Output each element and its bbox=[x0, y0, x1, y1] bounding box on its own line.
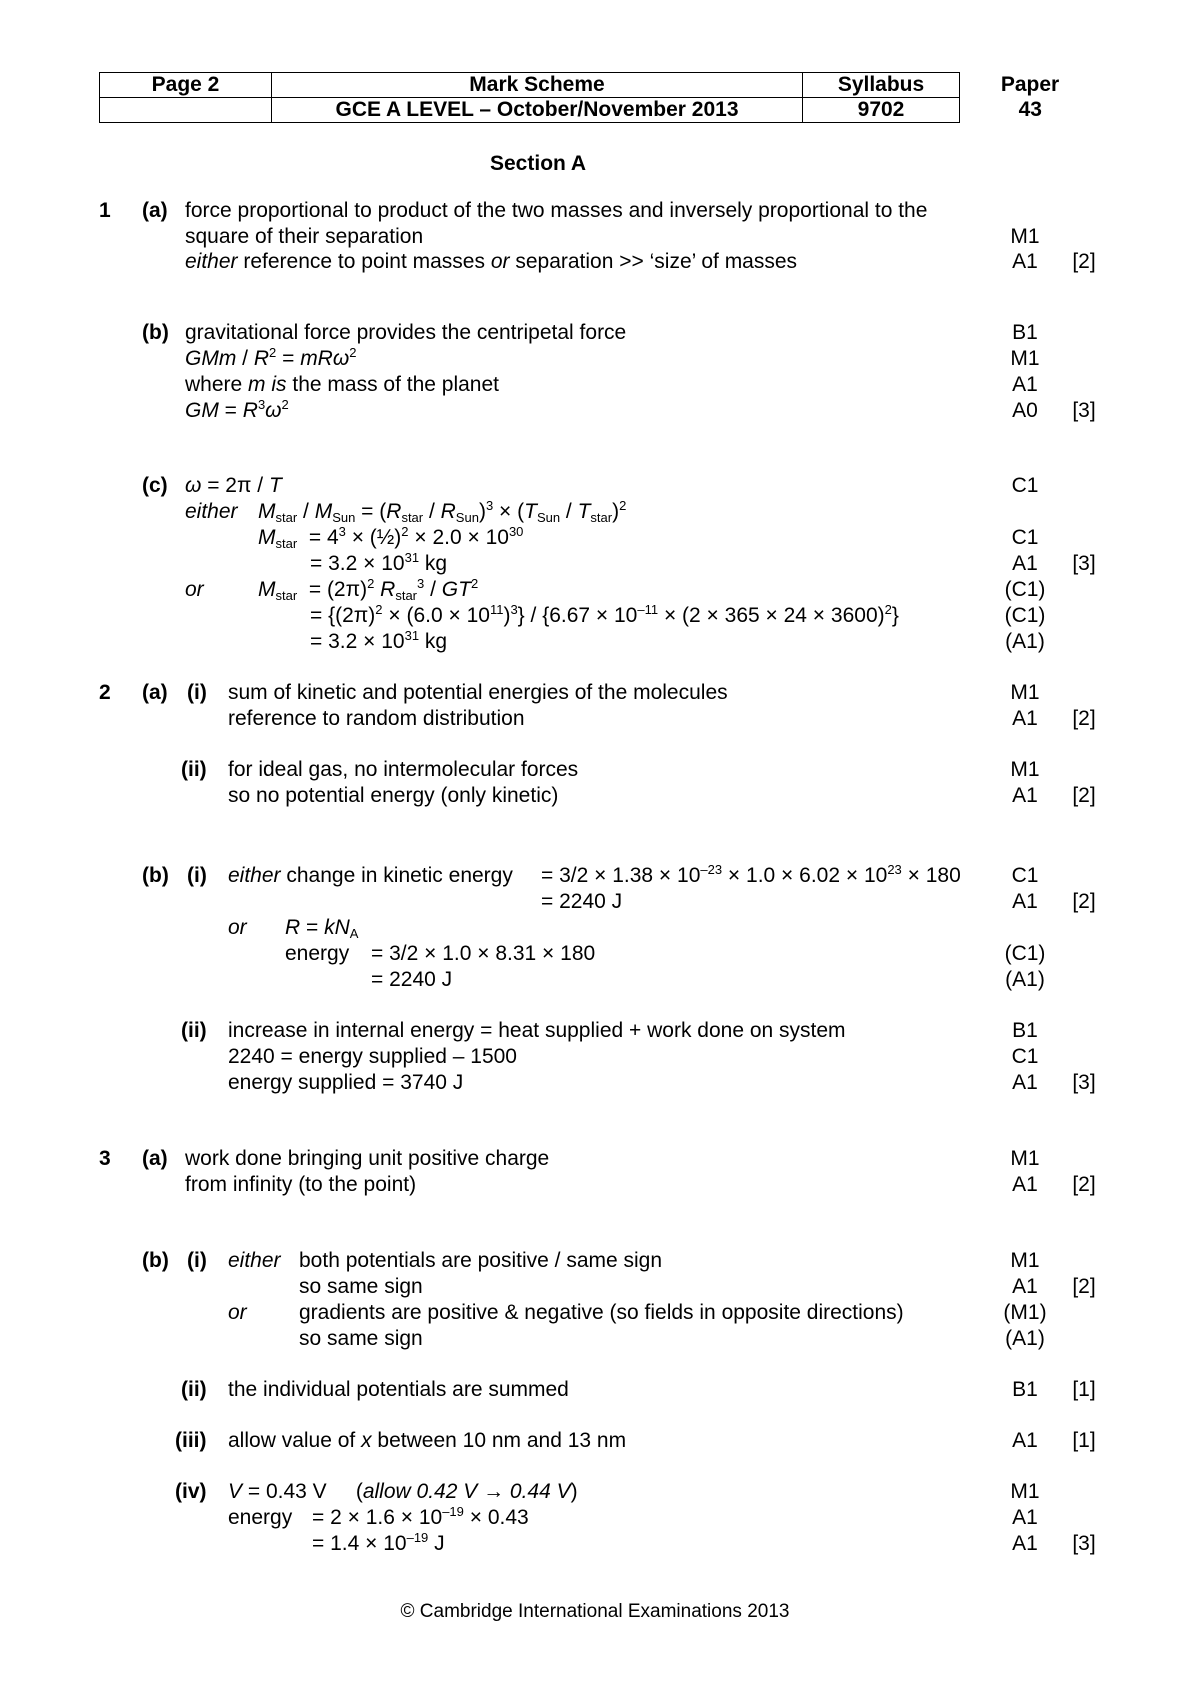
q3biv-mark: A1 bbox=[1012, 1506, 1038, 1529]
q3bi-total: [2] bbox=[1072, 1275, 1096, 1298]
q3biv-voltage: V = 0.43 V (allow 0.42 V → 0.44 V) bbox=[228, 1480, 578, 1503]
q3bi-line4: so same sign bbox=[299, 1327, 423, 1350]
q1a-line2: square of their separation bbox=[185, 225, 424, 248]
q2bi-r-eq: $R = kN_A$ bbox=[285, 916, 359, 941]
header-page: Page 2 bbox=[100, 73, 272, 98]
header-doc-title: Mark Scheme bbox=[272, 73, 803, 98]
q3bii-total: [1] bbox=[1072, 1378, 1096, 1401]
q1c-total: [3] bbox=[1072, 552, 1096, 575]
q1b-label: (b) bbox=[142, 321, 169, 344]
q1a-total: [2] bbox=[1072, 250, 1096, 273]
q2bi-mark: (A1) bbox=[1005, 968, 1045, 991]
q2bi-result2: = 2240 J bbox=[371, 968, 453, 991]
q1c-omega-eq: ω = 2π / T bbox=[185, 474, 282, 497]
q2bii-total: [3] bbox=[1072, 1071, 1096, 1094]
q3bi-mark: (A1) bbox=[1005, 1327, 1045, 1350]
q2a-label: (a) bbox=[142, 681, 168, 704]
q3a-mark: M1 bbox=[1010, 1147, 1040, 1170]
q1b-total: [3] bbox=[1072, 399, 1096, 422]
q2ai-line1: sum of kinetic and potential energies of the molecules bbox=[228, 681, 728, 704]
section-title: Section A bbox=[490, 152, 587, 175]
q1b-mark: B1 bbox=[1012, 321, 1038, 344]
q1c-alt-calc: = $\{(2\pi)^2 \times (6.0 \times 10^{11})^3\} / \{6.67 \times 10^{-11} \times (2 \times 365 \times 24 \times 3600)^2\}$ bbox=[310, 602, 899, 627]
q2bi-line1: either change in kinetic energy bbox=[228, 864, 513, 887]
q2bii-mark: A1 bbox=[1012, 1071, 1038, 1094]
q3bi-mark: (M1) bbox=[1003, 1301, 1047, 1324]
q1b-line3: where m is the mass of the planet bbox=[185, 373, 499, 396]
q2bii-line3: energy supplied = 3740 J bbox=[228, 1071, 464, 1094]
q1c-mark: C1 bbox=[1011, 474, 1039, 497]
q3biii-label: (iii) bbox=[175, 1429, 207, 1452]
q2bii-mark: B1 bbox=[1012, 1019, 1038, 1042]
q1a-line1: force proportional to product of the two masses and inversely proportional to the bbox=[185, 199, 928, 222]
footer-copyright: © Cambridge International Examinations 2013 bbox=[400, 1601, 790, 1622]
header-syllabus-label: Syllabus bbox=[803, 73, 960, 98]
q3a-line1: work done bringing unit positive charge bbox=[185, 1147, 550, 1170]
q2aii-total: [2] bbox=[1072, 784, 1096, 807]
q3biv-energy-label: energy bbox=[228, 1506, 293, 1529]
q3biv-calc: = $2 \times 1.6 \times 10^{-19} \times 0.43$ bbox=[312, 1504, 529, 1529]
q3biii-mark: A1 bbox=[1012, 1429, 1038, 1452]
q3a-label: (a) bbox=[142, 1147, 168, 1170]
q2aii-line2: so no potential energy (only kinetic) bbox=[228, 784, 559, 807]
q3bi-line1: both potentials are positive / same sign bbox=[299, 1249, 663, 1272]
q2ai-total: [2] bbox=[1072, 707, 1096, 730]
q1c-mark: A1 bbox=[1012, 552, 1038, 575]
q1c-alt-eq: $M_{star} = (2\pi)^2$ $R_{star}^3 / GT^2$ bbox=[258, 576, 479, 603]
q3bii-line: the individual potentials are summed bbox=[228, 1378, 569, 1401]
q3bii-mark: B1 bbox=[1012, 1378, 1038, 1401]
q3a-total: [2] bbox=[1072, 1173, 1096, 1196]
q3biv-result: = $1.4 \times 10^{-19}$ J bbox=[312, 1530, 445, 1555]
q1c-label: (c) bbox=[142, 474, 168, 497]
q3bi-label: (i) bbox=[187, 1249, 207, 1272]
q3bi-or: or bbox=[228, 1301, 247, 1324]
q2bi-calc2: = 3/2 × 1.0 × 8.31 × 180 bbox=[371, 942, 596, 965]
q1c-mark: (C1) bbox=[1004, 604, 1046, 627]
q2bi-total: [2] bbox=[1072, 890, 1096, 913]
q2bi-mark: A1 bbox=[1012, 890, 1038, 913]
q2aii-mark: M1 bbox=[1010, 758, 1040, 781]
q1b-mark: A0 bbox=[1012, 399, 1038, 422]
q2bii-mark: C1 bbox=[1011, 1045, 1039, 1068]
q2bii-label: (ii) bbox=[181, 1019, 207, 1042]
q3bi-line2: so same sign bbox=[299, 1275, 423, 1298]
q1b-mark: M1 bbox=[1010, 347, 1040, 370]
q2aii-line1: for ideal gas, no intermolecular forces bbox=[228, 758, 579, 781]
q1b-equation2: GM = $R^3\omega^2$ bbox=[185, 397, 289, 422]
q1c-result: = $3.2 \times 10^{31}$ kg bbox=[310, 550, 448, 575]
q2bii-line2: 2240 = energy supplied – 1500 bbox=[228, 1045, 517, 1068]
q1c-mark: (A1) bbox=[1005, 630, 1045, 653]
q3bi-mark: A1 bbox=[1012, 1275, 1038, 1298]
q2bi-result: = 2240 J bbox=[541, 890, 623, 913]
q2aii-mark: A1 bbox=[1012, 784, 1038, 807]
q3biv-mark: M1 bbox=[1010, 1480, 1040, 1503]
q1b-line1: gravitational force provides the centripetal force bbox=[185, 321, 627, 344]
q1c-ratio-eq: $M_{star} / M_{Sun} = (R_{star} / R_{Sun})^3 \times (T_{Sun} / T_{star})^2$ bbox=[258, 498, 627, 525]
q1b-mark: A1 bbox=[1012, 373, 1038, 396]
header-syllabus-code: 9702 bbox=[803, 98, 960, 123]
q2bi-energy-label: energy bbox=[285, 942, 350, 965]
q2-number: 2 bbox=[99, 681, 111, 704]
q3-number: 3 bbox=[99, 1147, 111, 1170]
header-table bbox=[99, 72, 1101, 123]
q2bi-calc: = $3/2 \times 1.38 \times 10^{-23} \times 1.0 \times 6.02 \times 10^{23} \times 180$ bbox=[541, 862, 961, 887]
q3bi-line3: gradients are positive & negative (so fields in opposite directions) bbox=[299, 1301, 904, 1324]
q1a-mark: A1 bbox=[1012, 250, 1038, 273]
q2aii-label: (ii) bbox=[181, 758, 207, 781]
header-paper-no: 43 bbox=[1018, 98, 1042, 121]
q1c-either: either bbox=[185, 500, 238, 523]
q2ai-label: (i) bbox=[187, 681, 207, 704]
q3bi-either: either bbox=[228, 1249, 281, 1272]
q1c-alt-result: = $3.2 \times 10^{31}$ kg bbox=[310, 628, 448, 653]
q2ai-line2: reference to random distribution bbox=[228, 707, 525, 730]
q3bii-label: (ii) bbox=[181, 1378, 207, 1401]
q3a-line2: from infinity (to the point) bbox=[185, 1173, 417, 1196]
q3b-label: (b) bbox=[142, 1249, 169, 1272]
q3biii-line: allow value of x between 10 nm and 13 nm bbox=[228, 1429, 627, 1452]
q2b-label: (b) bbox=[142, 864, 169, 887]
q1c-mark: (C1) bbox=[1004, 578, 1046, 601]
q1c-mark: C1 bbox=[1011, 526, 1039, 549]
q2bii-line1: increase in internal energy = heat supplied + work done on system bbox=[228, 1019, 846, 1042]
q2bi-mark: C1 bbox=[1011, 864, 1039, 887]
q1a-line3: either reference to point masses or separation >> ‘size’ of masses bbox=[185, 250, 798, 273]
q1a-label: (a) bbox=[142, 199, 168, 222]
q2bi-label: (i) bbox=[187, 864, 207, 887]
q1b-equation1: GMm / $R^2 = mR\omega^2$ bbox=[185, 345, 357, 370]
q3biv-label: (iv) bbox=[175, 1480, 207, 1503]
q1c-or: or bbox=[185, 578, 204, 601]
header-empty-cell bbox=[100, 98, 272, 123]
q1-number: 1 bbox=[99, 199, 111, 222]
q2bi-mark: (C1) bbox=[1004, 942, 1046, 965]
q3biv-total: [3] bbox=[1072, 1532, 1096, 1555]
q3bi-mark: M1 bbox=[1010, 1249, 1040, 1272]
q2ai-mark: M1 bbox=[1010, 681, 1040, 704]
q3biii-total: [1] bbox=[1072, 1429, 1096, 1452]
q3biv-mark: A1 bbox=[1012, 1532, 1038, 1555]
q1c-mstar-calc: $M_{star} = 4^3$ × (½)$^2$ × $2.0 \times 10^{30}$ bbox=[258, 524, 524, 551]
q3a-mark: A1 bbox=[1012, 1173, 1038, 1196]
header-exam: GCE A LEVEL – October/November 2013 bbox=[272, 98, 803, 123]
q1a-mark: M1 bbox=[1010, 225, 1040, 248]
q2ai-mark: A1 bbox=[1012, 707, 1038, 730]
q2bi-or: or bbox=[228, 916, 247, 939]
header-paper-label: Paper bbox=[1000, 73, 1060, 96]
